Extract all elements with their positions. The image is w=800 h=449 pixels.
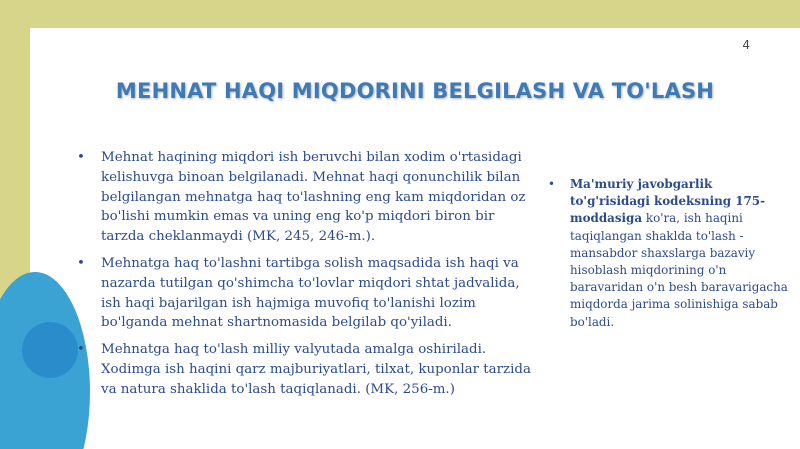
bullet-item	[548, 176, 788, 331]
bullet-item: • Mehnatga haq to'lashni tartibga solish maqsadida ish haqi va nazarda tutilgan qo'shimcha to'lovlar miqdori shtat jadvalida, ish haqi bajarilgan ish hajmiga muvofiq to'lanishi lozim bo'lganda mehnat shartnomasida belgilab qo'yiladi.	[77, 254, 537, 333]
bullet-bold-text: Ma'muriy javobgarlik to'g'risidagi kodeksning 175-moddasiga	[570, 177, 765, 226]
slide-title: MEHNAT HAQI MIQDORINI BELGILASH VA TO'LASH	[115, 79, 715, 103]
page-number: 4	[742, 38, 750, 52]
bullet-item: • Mehnatga haq to'lash milliy valyutada amalga oshiriladi. Xodimga ish haqini qarz majburiyatlari, tilxat, kuponlar tarzida va natura shaklida to'lash taqiqlanadi. (MK, 256-m.)	[77, 340, 537, 399]
right-bullet-list	[548, 176, 788, 331]
bullet-text: ko'ra, ish haqini taqiqlangan shaklda to'lash - mansabdor shaxslarga bazaviy hisoblash miqdorining o'n baravaridan o'n besh baravarigacha miqdorda jarima solinishiga sabab bo'ladi.	[570, 211, 788, 329]
left-bullet-list	[77, 148, 537, 407]
bullet-item: • Mehnat haqining miqdori ish beruvchi bilan xodim o'rtasidagi kelishuvga binoan belgilanadi. Mehnat haqi qonunchilik bilan belgilangan mehnatga haq to'lashning eng kam miqdoridan oz bo'lishi mumkin emas va uning eng ko'p miqdori biron bir tarzda cheklanmaydi (MK, 245, 246-m.).	[77, 148, 537, 247]
decorative-blue-dot	[22, 322, 78, 378]
